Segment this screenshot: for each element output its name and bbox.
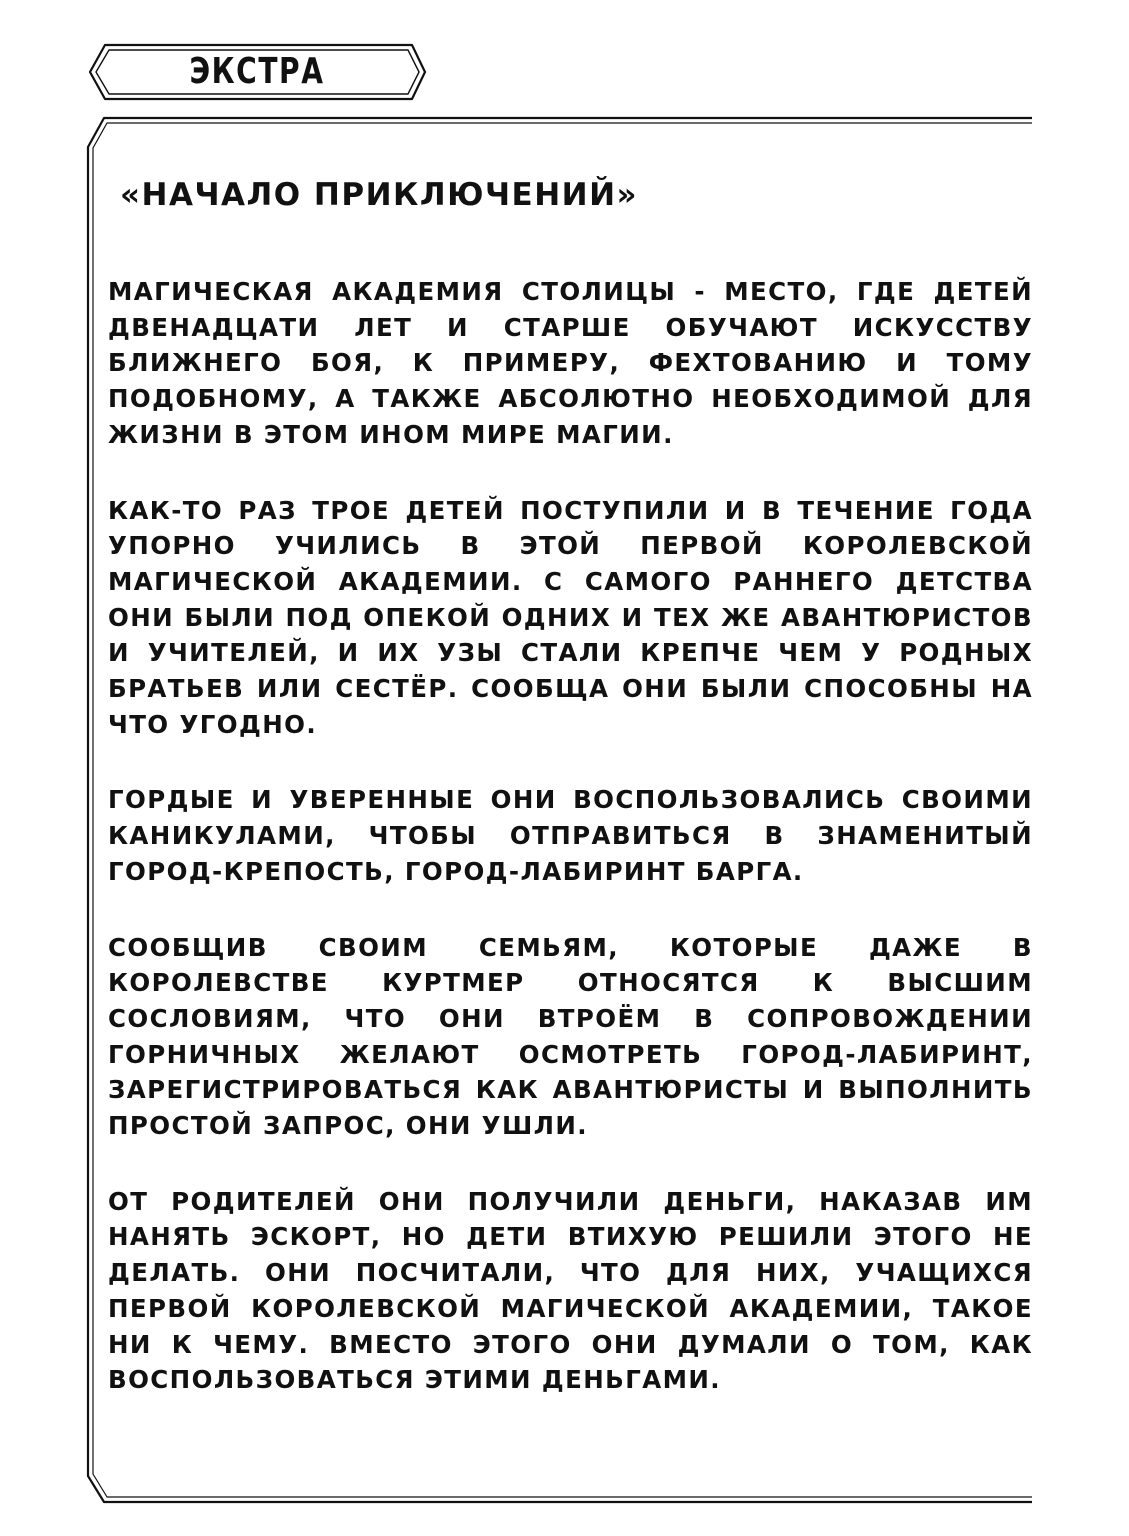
story-text xyxy=(108,274,1033,1438)
paragraph-4: СООБЩИВ СВОИМ СЕМЬЯМ, КОТОРЫЕ ДАЖЕ В КОРОЛЕВСТВЕ КУРТМЕР ОТНОСЯТСЯ К ВЫСШИМ СОСЛОВИЯМ, ЧТО ОНИ ВТРОЁМ В СОПРОВОЖДЕНИИ ГОРНИЧНЫХ ЖЕЛАЮТ ОСМОТРЕТЬ ГОРОД-ЛАБИРИНТ, ЗАРЕГИСТРИРОВАТЬСЯ КАК АВАНТЮРИСТЫ И ВЫПОЛНИТЬ ПРОСТОЙ ЗАПРОС, ОНИ УШЛИ. xyxy=(108,932,1033,1141)
paragraph-5: ОТ РОДИТЕЛЕЙ ОНИ ПОЛУЧИЛИ ДЕНЬГИ, НАКАЗАВ ИМ НАНЯТЬ ЭСКОРТ, НО ДЕТИ ВТИХУЮ РЕШИЛИ ЭТОГО НЕ ДЕЛАТЬ. ОНИ ПОСЧИТАЛИ, ЧТО ДЛЯ НИХ, УЧАЩИХСЯ ПЕРВОЙ КОРОЛЕВСКОЙ МАГИЧЕСКОЙ АКАДЕМИИ, ТАКОЕ НИ К ЧЕМУ. ВМЕСТО ЭТОГО ОНИ ДУМАЛИ О ТОМ, КАК ВОСПОЛЬЗОВАТЬСЯ ЭТИМИ ДЕНЬГАМИ. xyxy=(108,1186,1033,1395)
paragraph-2: КАК-ТО РАЗ ТРОЕ ДЕТЕЙ ПОСТУПИЛИ И В ТЕЧЕНИЕ ГОДА УПОРНО УЧИЛИСЬ В ЭТОЙ ПЕРВОЙ КОРОЛЕВСКОЙ МАГИЧЕСКОЙ АКАДЕМИИ. С САМОГО РАННЕГО ДЕТСТВА ОНИ БЫЛИ ПОД ОПЕКОЙ ОДНИХ И ТЕХ ЖЕ АВАНТЮРИСТОВ И УЧИТЕЛЕЙ, И ИХ УЗЫ СТАЛИ КРЕПЧЕ ЧЕМ У РОДНЫХ БРАТЬЕВ ИЛИ СЕСТЁР. СООБЩА ОНИ БЫЛИ СПОСОБНЫ НА ЧТО УГОДНО. xyxy=(108,495,1033,739)
chapter-title: «НАЧАЛО ПРИКЛЮЧЕНИЙ» xyxy=(120,177,639,213)
paragraph-1: МАГИЧЕСКАЯ АКАДЕМИЯ СТОЛИЦЫ - МЕСТО, ГДЕ ДЕТЕЙ ДВЕНАДЦАТИ ЛЕТ И СТАРШЕ ОБУЧАЮТ ИСКУССТВУ БЛИЖНЕГО БОЯ, К ПРИМЕРУ, ФЕХТОВАНИЮ И ТОМУ ПОДОБНОМУ, А ТАКЖЕ АБСОЛЮТНО НЕОБХОДИМОЙ ДЛЯ ЖИЗНИ В ЭТОМ ИНОМ МИРЕ МАГИИ. xyxy=(108,277,1033,449)
paragraph-3: ГОРДЫЕ И УВЕРЕННЫЕ ОНИ ВОСПОЛЬЗОВАЛИСЬ СВОИМИ КАНИКУЛАМИ, ЧТОБЫ ОТПРАВИТЬСЯ В ЗНАМЕНИТЫЙ ГОРОД-КРЕПОСТЬ, ГОРОД-ЛАБИРИНТ БАРГА. xyxy=(108,785,1033,886)
extra-badge-label: ЭКСТРА xyxy=(189,51,325,92)
